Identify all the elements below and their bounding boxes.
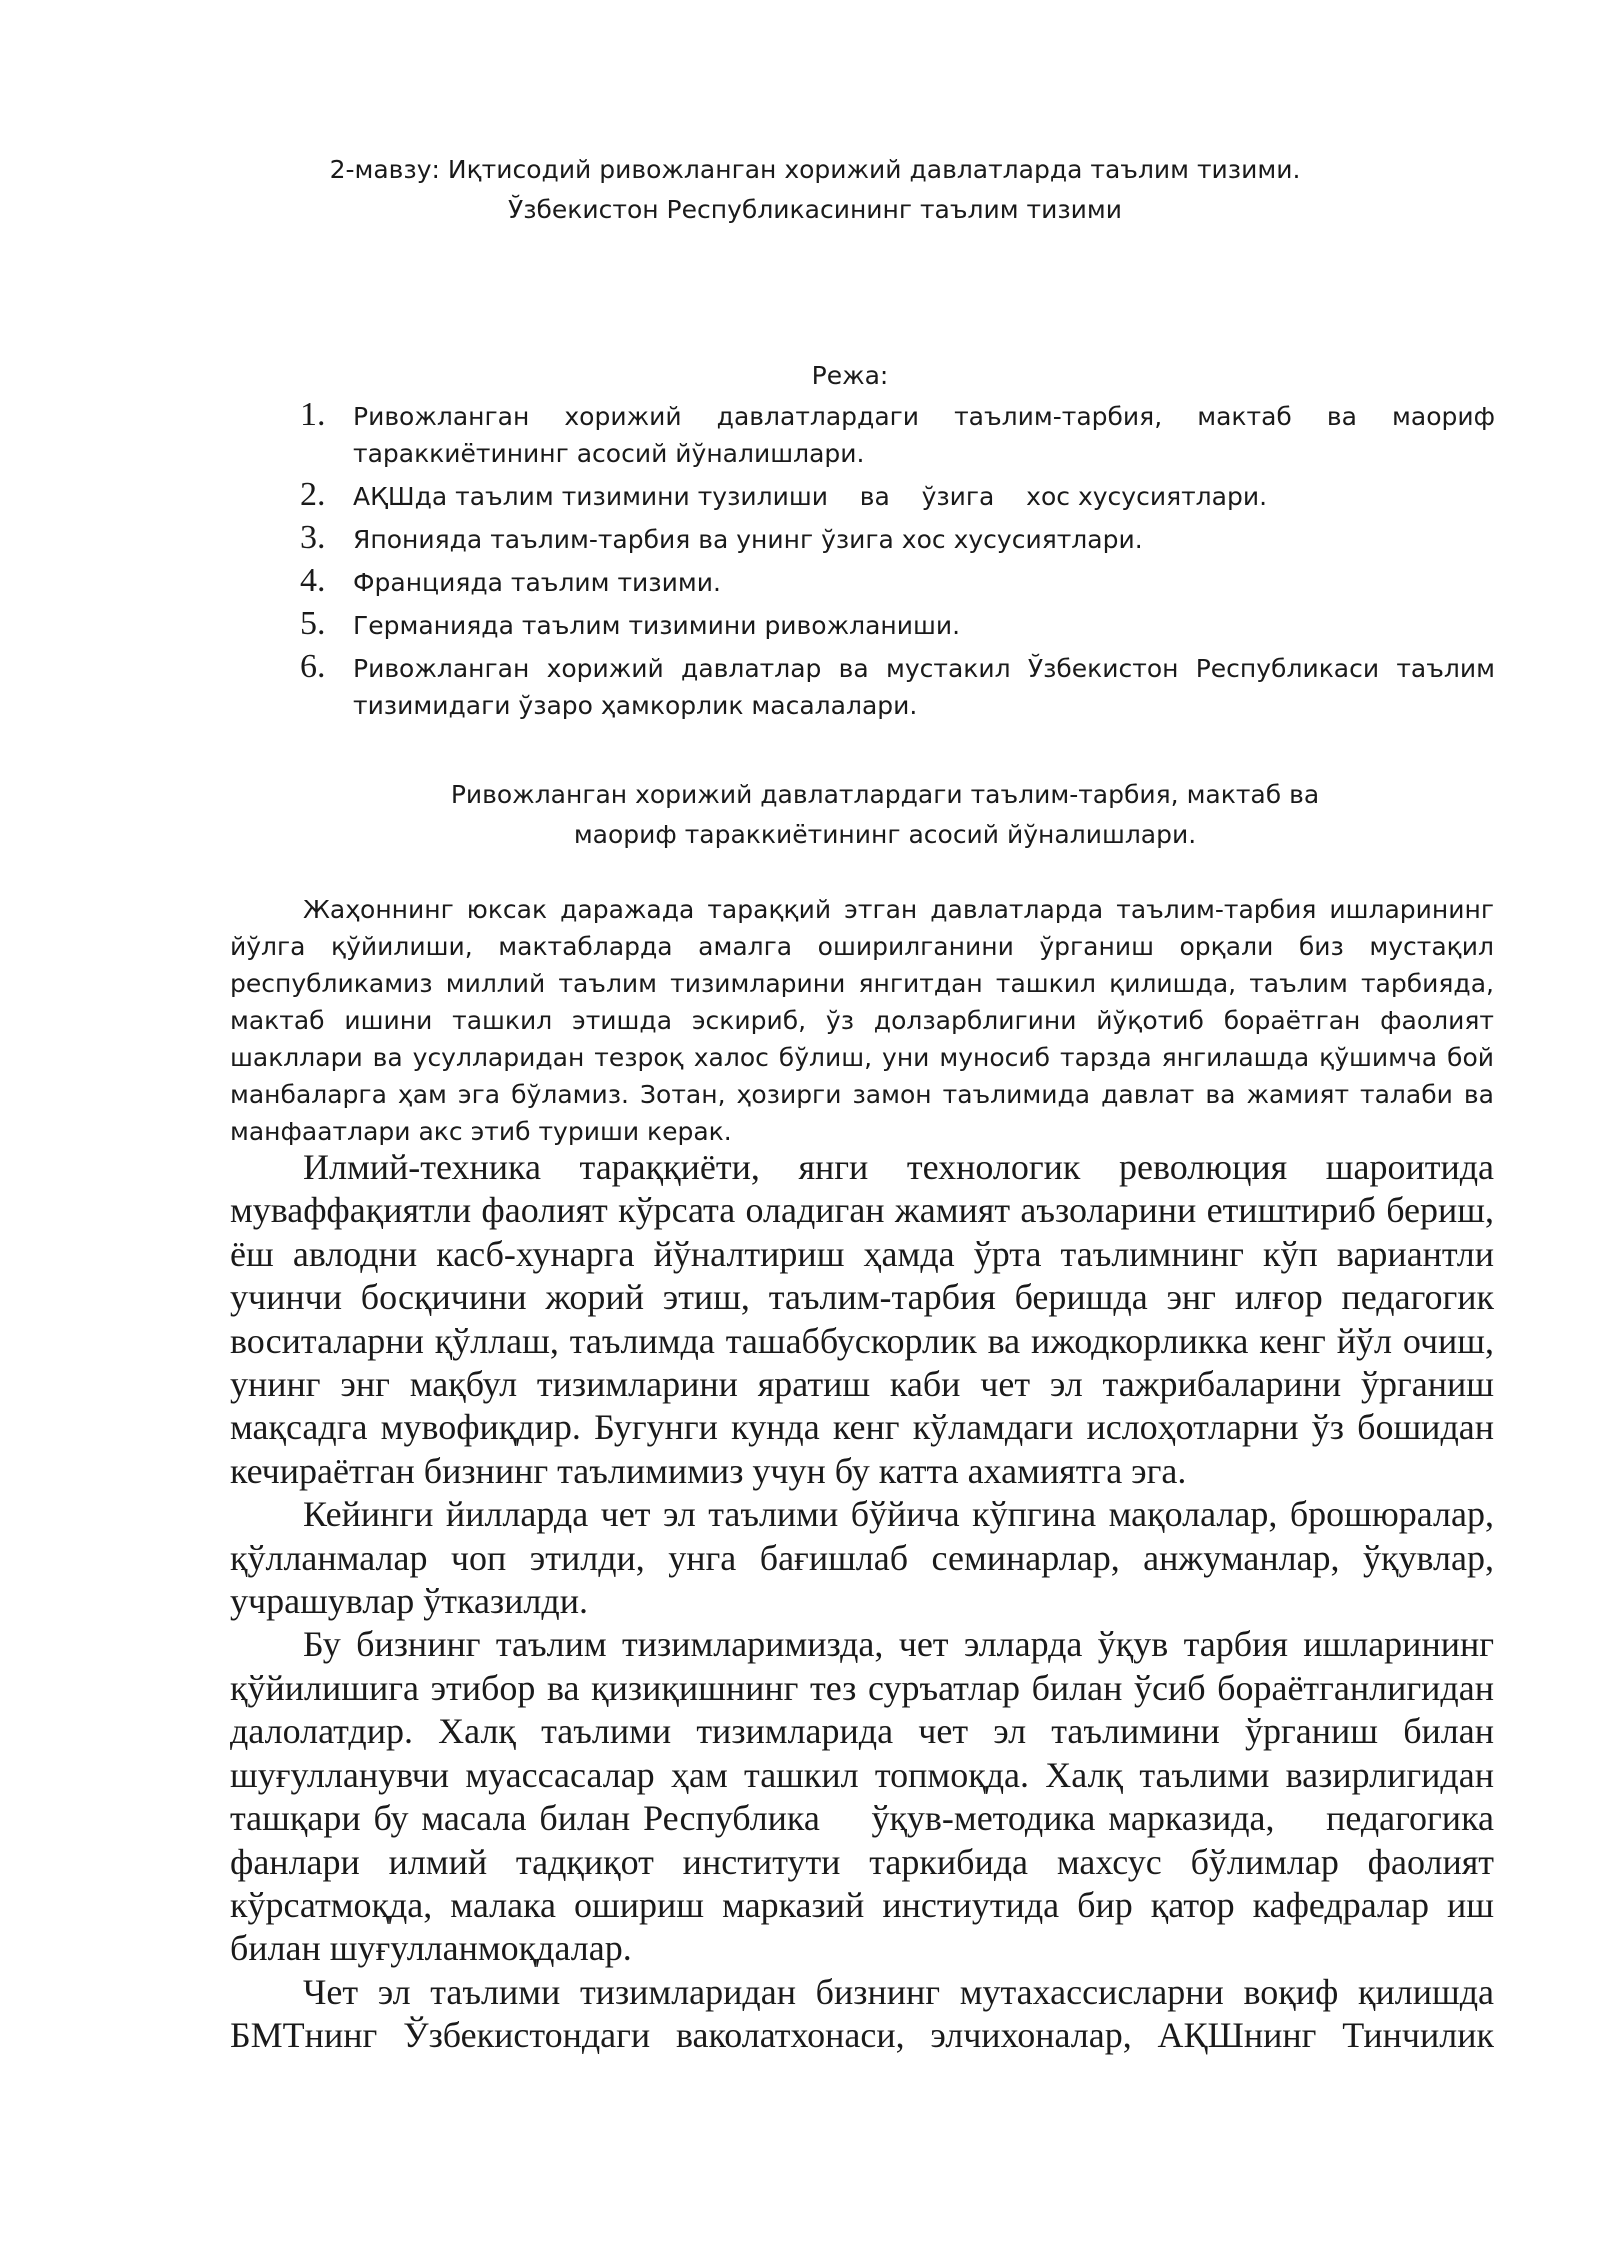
plan-item [300,564,1495,601]
plan-item-text: Японияда таълим-тарбия ва унинг ўзига хос хусусиятлари. [353,525,1143,554]
body-paragraph: Чет эл таълими тизимларидан бизнинг мутахассисларни воқиф қилишда БМТнинг Ўзбекистондаги ваколатхонаси, элчихоналар, АҚШнинг Тинчилик [230,1971,1494,2056]
body-paragraph: Бу бизнинг таълим тизимларимизда, чет элларда ўқув тарбия ишларининг қўйилишига этибор ва қизиқишнинг тез суръатлар билан ўсиб бораётганлигидан далолатдир. Халқ таълими тизимларида чет эл таълимини ўрганиш билан шуғулланувчи муассасалар ҳам ташкил топмоқда. Халқ таълими вазирлигидан ташқари бу масала билан Республика ўқув-методика марказида, педагогика фанлари илмий тадқиқот институти таркибида махсус бўлимлар фаолият кўрсатмоқда, малака ошириш марказий инстиутида бир қатор кафедралар иш билан шуғулланмоқдалар. [230,1624,1530,1969]
section-heading: Ривожланган хорижий давлатлардаги таълим-тарбия, мактаб ва маориф тараккиётининг асосий йўналишлари. [450,780,1320,849]
body-paragraph: Илмий-техника тараққиёти, янги технологик революция шароитида муваффақиятли фаолият кўрсата оладиган жамият аъзоларини етиштириб бериш, ёш авлодни касб-хунарга йўналтириш ҳамда ўрта таълимнинг кўп вариантли учинчи босқичини жорий этиш, таълим-тарбия беришда энг илғор педагогик воситаларни қўллаш, таълимда ташаббускорлик ва ижодкорликка кенг йўл очиш, унинг энг мақбул тизимларини яратиш каби чет эл тажрибаларини ўрганиш мақсадга мувофиқдир. Бугунги кунда кенг кўламдаги ислоҳотларни ўз бошидан кечираётган бизнинг таълимимиз учун бу катта ахамиятга эга. [230,1147,1494,1491]
body-text [230,1146,1530,2058]
plan-heading: Режа: [811,361,889,390]
plan-item-text: Ривожланган хорижий давлатлардаги таълим-тарбия, мактаб ва маориф тараккиётининг асосий йўналишлари. [353,402,1495,468]
plan-item [300,398,1495,472]
plan-item-text: Францияда таълим тизими. [353,568,721,597]
plan-item-number: 2. [300,476,326,513]
plan-item-number: 1. [300,396,326,433]
plan-item [300,478,1495,515]
plan-item [300,650,1495,724]
plan-list [300,398,1495,730]
plan-item-text: АҚШда таълим тизимини тузилиши ва ўзига хос хусусиятлари. [353,482,1268,511]
plan-item-number: 6. [300,648,326,685]
plan-item-number: 3. [300,519,326,556]
plan-item [300,521,1495,558]
plan-item-number: 5. [300,605,326,642]
document-title: 2-мавзу: Иқтисодий ривожланган хорижий давлатларда таълим тизими. Ўзбекистон Республикасининг таълим тизими [329,155,1301,224]
plan-item-number: 4. [300,562,326,599]
body-paragraph: Кейинги йилларда чет эл таълими бўйича кўпгина мақолалар, брошюралар, қўлланмалар чоп этилди, унга бағишлаб семинарлар, анжуманлар, ўқувлар, учрашувлар ўтказилди. [230,1494,1494,1622]
plan-item [300,607,1495,644]
intro-paragraph: Жаҳоннинг юксак даражада тараққий этган давлатларда таълим-тарбия ишларининг йўлга қўйилиши, мактабларда амалга оширилганини ўрганиш орқали биз мустақил республикамиз миллий таълим тизимларини янгитдан ташкил қилишда, таълим тарбияда, мактаб ишини ташкил этишда эскириб, ўз долзарблигини йўқотиб бораётган фаолият шакллари ва усулларидан тезроқ халос бўлиш, уни муносиб тарзда янгилашда қўшимча бой манбаларга ҳам эга бўламиз. Зотан, ҳозирги замон таълимида давлат ва жамият талаби ва манфаатлари акс этиб туриши керак. [230,895,1494,1146]
plan-item-text: Ривожланган хорижий давлатлар ва мустакил Ўзбекистон Республикаси таълим тизимидаги ўзаро ҳамкорлик масалалари. [353,654,1495,720]
plan-item-text: Германияда таълим тизимини ривожланиши. [353,611,961,640]
